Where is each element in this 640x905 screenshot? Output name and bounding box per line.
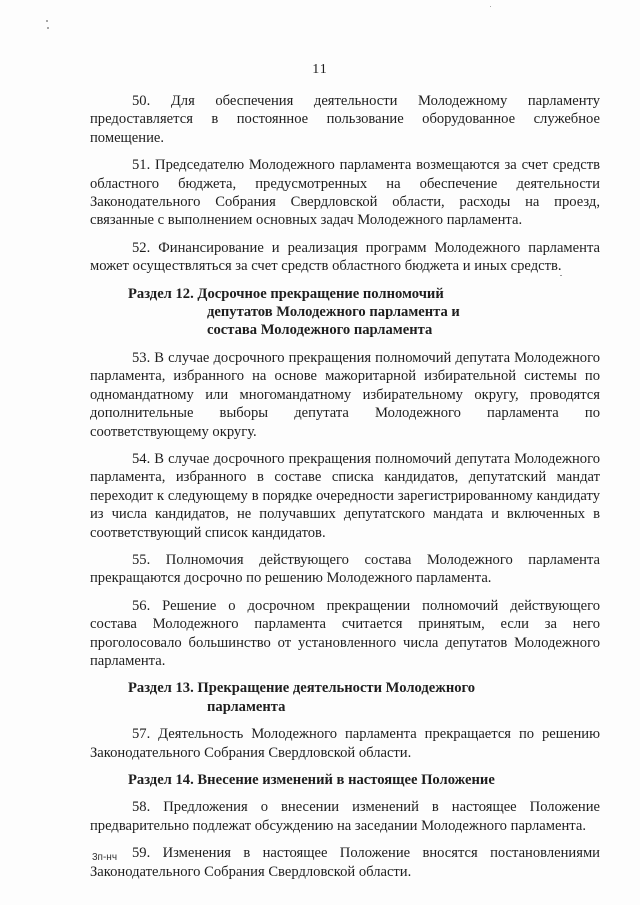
scan-speck	[47, 27, 49, 29]
paragraph-59: 59. Изменения в настоящее Положение вносятся постановлениями Законодательного Собрания Свердловской области.	[90, 845, 600, 880]
section-12-title-line-2: депутатов Молодежного парламента и	[207, 304, 460, 321]
paragraph-53: 53. В случае досрочного прекращения полномочий депутата Молодежного парламента, избранного на основе мажоритарной избирательной системы по одномандатному или многомандатному избирательному округу, проводятся дополнительные выборы депутата Молодежного парламента по соответствующему округу.	[90, 349, 600, 440]
paragraph-51: 51. Председателю Молодежного парламента возмещаются за счет средств областного бюджета, предусмотренных на обеспечение деятельности Законодательного Собрания Свердловской области, расходы на проезд, связанные с выполнением основных задач Молодежного парламента.	[90, 157, 600, 229]
scan-speck	[46, 20, 48, 22]
section-13-number: Раздел 13.	[128, 680, 194, 697]
section-14-heading	[90, 771, 600, 789]
section-13-title-line-2: парламента	[207, 698, 286, 715]
page-number: 11	[312, 62, 328, 77]
section-13-title-line-1: Прекращение деятельности Молодежного	[197, 680, 476, 697]
paragraph-54: 54. В случае досрочного прекращения полномочий депутата Молодежного парламента, избранного в составе списка кандидатов, депутатский мандат переходит к следующему в порядке очередности зарегистрированному кандидату из числа кандидатов, не получавших депутатского мандата и включенных в соответствующий список кандидатов.	[90, 450, 600, 541]
paragraph-52: 52. Финансирование и реализация программ Молодежного парламента может осуществляться за счет средств областного бюджета и иных средств.	[90, 239, 600, 275]
paragraph-50: 50. Для обеспечения деятельности Молодежному парламенту предоставляется в постоянное пользование оборудованное служебное помещение.	[90, 93, 600, 146]
section-14-number: Раздел 14.	[128, 772, 194, 788]
paragraph-57: 57. Деятельность Молодежного парламента прекращается по решению Законодательного Собрания Свердловской области.	[90, 726, 600, 761]
document-body	[90, 92, 600, 890]
scan-speck	[490, 6, 491, 7]
section-12-number: Раздел 12.	[128, 285, 194, 302]
paragraph-58: 58. Предложения о внесении изменений в настоящее Положение предварительно подлежат обсуждению на заседании Молодежного парламента.	[90, 799, 600, 834]
section-12-title-line-3: состава Молодежного парламента	[207, 322, 433, 339]
footer-code: 3п-нч	[92, 852, 118, 863]
paragraph-55: 55. Полномочия действующего состава Молодежного парламента прекращаются досрочно по решению Молодежного парламента.	[90, 551, 600, 587]
section-12-title-line-1: Досрочное прекращение полномочий	[197, 285, 444, 302]
section-13-heading	[90, 679, 600, 716]
paragraph-56: 56. Решение о досрочном прекращении полномочий действующего состава Молодежного парламента считается принятым, если за него проголосовало большинство от установленного числа депутатов Молодежного парламента.	[90, 597, 600, 669]
section-14-title-line-1: Внесение изменений в настоящее Положение	[197, 772, 495, 788]
section-12-heading	[90, 285, 600, 340]
